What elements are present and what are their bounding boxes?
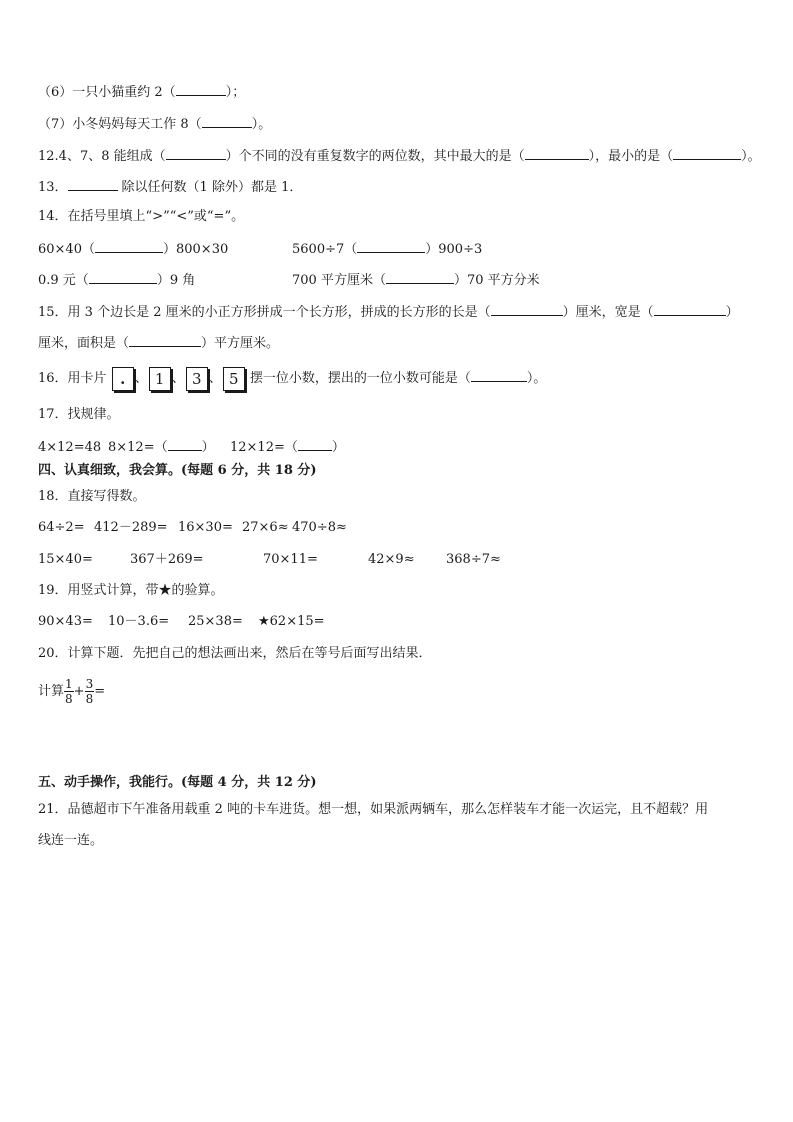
digit-card-5: 5 [223, 367, 245, 391]
answer-blank[interactable] [168, 437, 202, 451]
question-18-title: 18．直接写得数。 [38, 489, 146, 504]
digit-card-decimal-point: . [112, 367, 134, 391]
digit-card-3: 3 [186, 367, 208, 391]
question-14-row-1: 60×40（ ）800×30 5600÷7（ ）900÷3 [38, 239, 482, 259]
question-15-line-1: 15．用 3 个边长是 2 厘米的小正方形拼成一个长方形，拼成的长方形的长是（ ）厘米，宽是（ ） [38, 302, 739, 322]
question-16: 16．用卡片 . 、 1 、 3 、 5 摆一位小数，摆出的一位小数可能是（ ）。 [38, 366, 546, 392]
question-12: 12.4、7、8 能组成（ ）个不同的没有重复数字的两位数，其中最大的是（ ），最小的是（ ）。 [38, 146, 761, 166]
answer-blank[interactable] [129, 333, 201, 347]
question-13: 13． 除以任何数（1 除外）都是 1． [38, 177, 302, 197]
question-21-line-2: 线连一连。 [38, 833, 104, 848]
answer-blank[interactable] [357, 239, 425, 253]
question-11-item-6: （6）一只小猫重约 2（ ）； [38, 82, 245, 102]
answer-blank[interactable] [491, 302, 563, 316]
question-18-row-2: 15×40= 367＋269= 70×11= 42×9≈ 368÷7≈ [38, 552, 501, 567]
answer-blank[interactable] [89, 270, 157, 284]
answer-blank[interactable] [471, 368, 527, 382]
answer-blank[interactable] [525, 146, 589, 160]
answer-blank[interactable] [673, 146, 741, 160]
answer-blank[interactable] [202, 114, 252, 128]
question-14-title: 14．在括号里填上“>”“<”或“=”。 [38, 209, 245, 224]
question-14-row-2: 0.9 元（ ）9 角 700 平方厘米（ ）70 平方分米 [38, 270, 540, 290]
question-11-item-7: （7）小冬妈妈每天工作 8（ ）。 [38, 114, 271, 134]
question-20-title: 20．计算下题．先把自己的想法画出来，然后在等号后面写出结果． [38, 646, 432, 661]
question-17-title: 17．找规律。 [38, 407, 120, 422]
digit-card-1: 1 [149, 367, 171, 391]
section-4-heading: 四、认真细致，我会算。(每题 6 分，共 18 分) [38, 463, 317, 478]
question-17-row: 4×12=48 8×12=（ ） 12×12=（ ） [38, 437, 345, 457]
question-15-line-2: 厘米，面积是（ ）平方厘米。 [38, 333, 279, 353]
question-21-line-1: 21．品德超市下午准备用载重 2 吨的卡车进货。想一想，如果派两辆车，那么怎样装车才能一次运完，且不超载？用 [38, 802, 709, 817]
question-19-row: 90×43= 10－3.6= 25×38= ★62×15= [38, 614, 325, 629]
question-19-title: 19．用竖式计算，带★的验算。 [38, 583, 224, 598]
answer-blank[interactable] [298, 437, 332, 451]
answer-blank[interactable] [95, 239, 163, 253]
answer-blank[interactable] [654, 302, 726, 316]
answer-blank[interactable] [176, 82, 226, 96]
question-18-row-1: 64÷2= 412－289= 16×30= 27×6≈ 470÷8≈ [38, 520, 347, 535]
answer-blank[interactable] [68, 177, 118, 191]
answer-blank[interactable] [386, 270, 454, 284]
answer-blank[interactable] [166, 146, 226, 160]
fraction-3-8: $\frac{3}{8}$ [85, 677, 94, 706]
section-5-heading: 五、动手操作，我能行。(每题 4 分，共 12 分) [38, 775, 317, 790]
fraction-1-8: $\frac{1}{8}$ [65, 677, 73, 706]
question-20-expression: 计算 $\frac{1}{8}$ + $\frac{3}{8}$ = [38, 677, 106, 706]
